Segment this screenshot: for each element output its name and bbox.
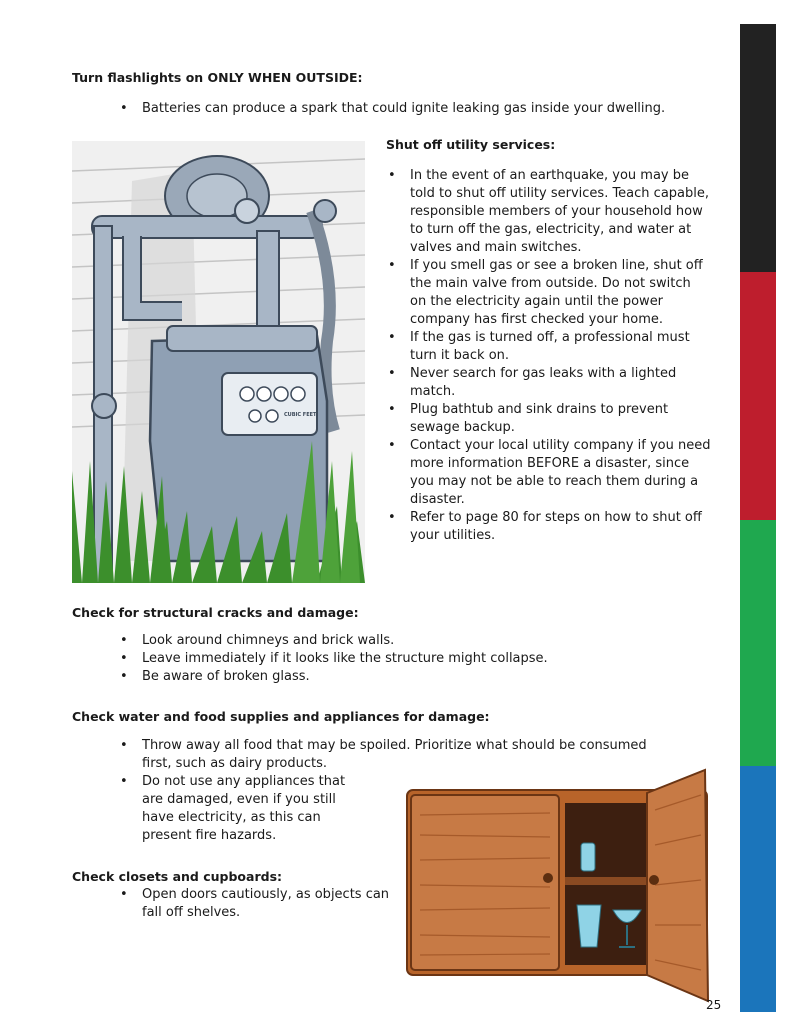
list-item: • If the gas is turned off, a professional must turn it back on. [386,329,711,365]
list-item: • Refer to page 80 for steps on how to shut off your utilities. [386,509,711,545]
color-bar-blue [740,766,776,1012]
supplies-heading: Check water and food supplies and appliances for damage: [72,709,490,724]
list-item: • Throw away all food that may be spoiled. Prioritize what should be consumed first, such as dairy products. [118,737,658,773]
flashlight-heading: Turn flashlights on ONLY WHEN OUTSIDE: [72,70,363,85]
list-item: • Batteries can produce a spark that could ignite leaking gas inside your dwelling. [118,100,698,118]
cubic-feet-label: CUBIC FEET [284,412,317,418]
list-item: • Look around chimneys and brick walls. [118,632,678,650]
flashlight-list [118,100,698,118]
list-item: • Do not use any appliances that are damaged, even if you still have electricity, as this can present fire hazards. [118,773,357,845]
list-item: • Plug bathtub and sink drains to prevent sewage backup. [386,401,711,437]
utilities-heading: Shut off utility services: [386,137,556,152]
page-number: 25 [706,998,722,1012]
list-item: • Be aware of broken glass. [118,668,678,686]
gas-meter-illustration [72,141,365,583]
list-item: • If you smell gas or see a broken line, shut off the main valve from outside. Do not switch on the electricity again until the power company has first checked your home. [386,257,711,329]
list-item: • Never search for gas leaks with a lighted match. [386,365,711,401]
color-bar-red [740,272,776,520]
supplies-list [118,737,658,845]
structural-list [118,632,678,686]
list-item: • Leave immediately if it looks like the structure might collapse. [118,650,678,668]
color-bar-black [740,24,776,272]
list-item: • In the event of an earthquake, you may be told to shut off utility services. Teach capable, responsible members of your household how to turn off the gas, electricity, and water at valves and main switches. [386,167,711,257]
list-item: • Open doors cautiously, as objects can fall off shelves. [118,886,393,922]
closets-list [118,886,393,922]
structural-heading: Check for structural cracks and damage: [72,605,359,620]
svg-text:CUBIC FEET [284,412,317,418]
closets-heading: Check closets and cupboards: [72,869,283,884]
color-bar-green [740,520,776,766]
utilities-list [386,167,711,545]
list-item: • Contact your local utility company if you need more information BEFORE a disaster, since you may not be able to reach them during a disaster. [386,437,711,509]
